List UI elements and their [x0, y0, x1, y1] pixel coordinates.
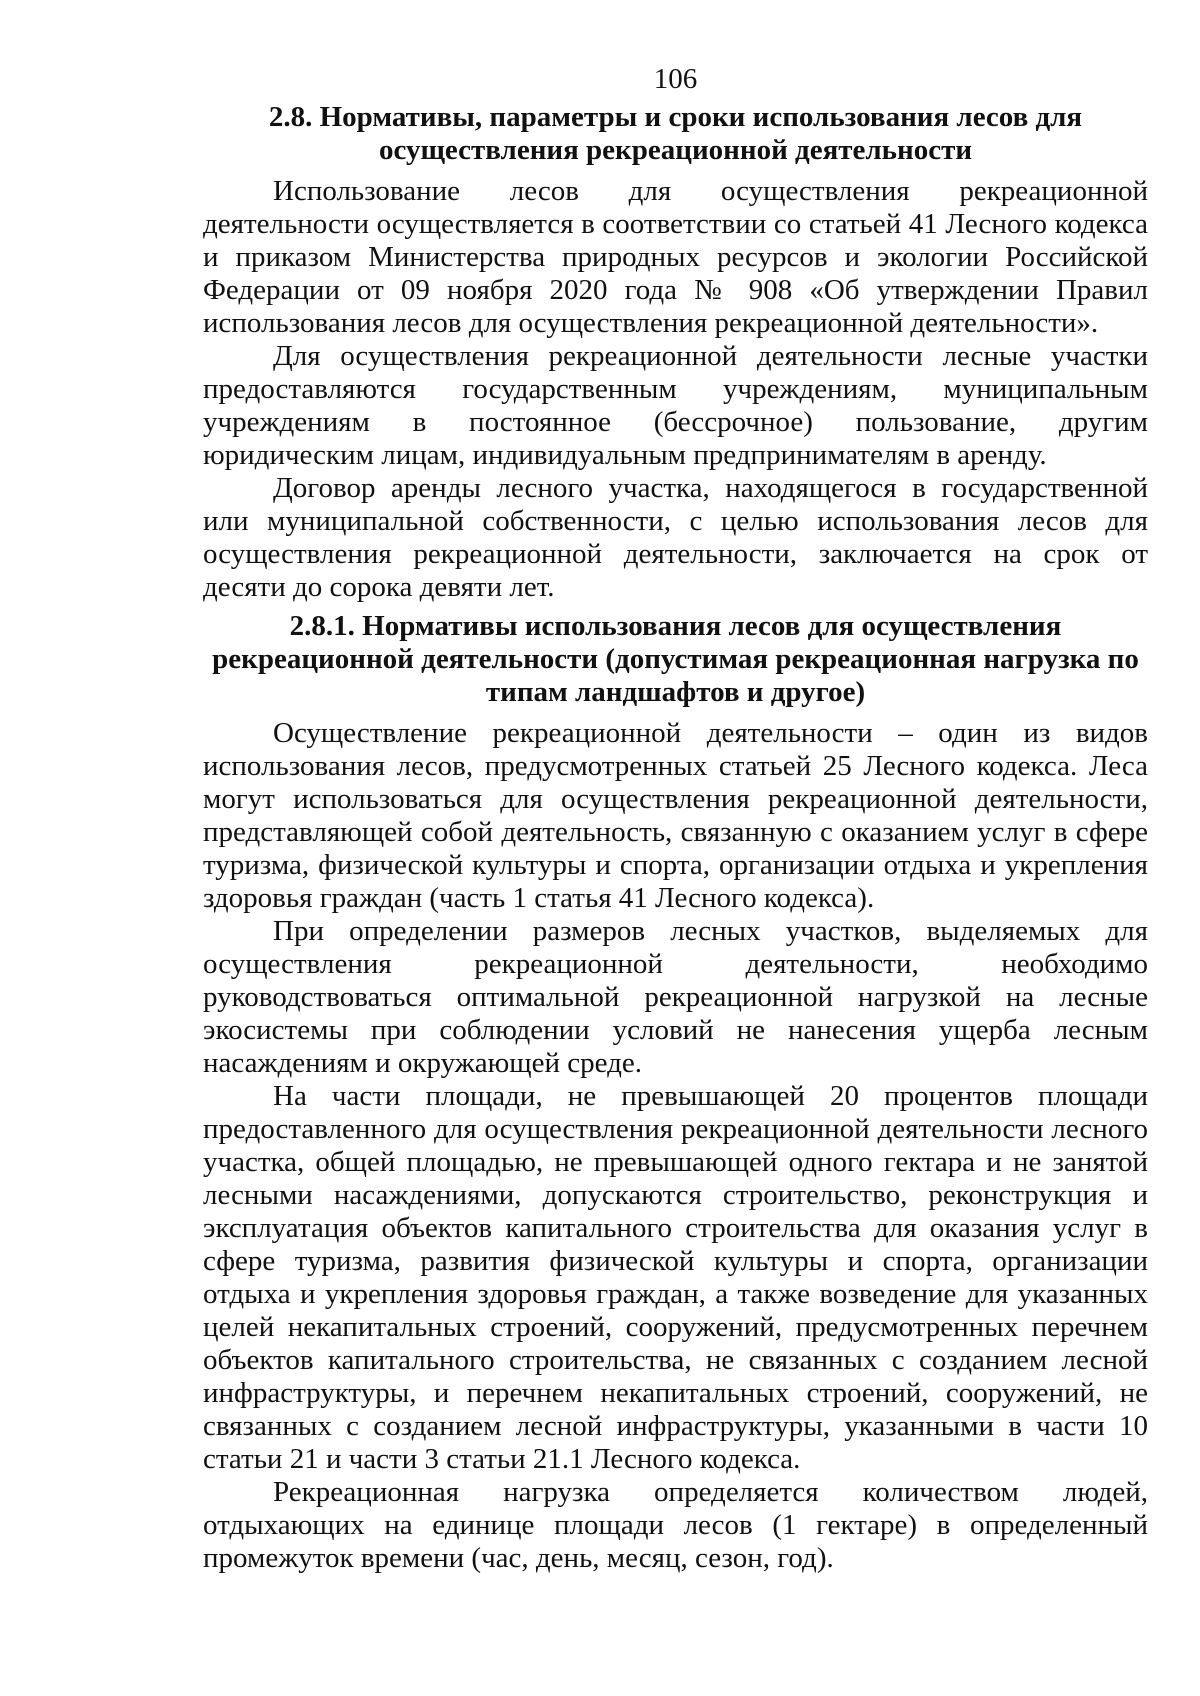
paragraph: На части площади, не превышающей 20 процентов площади предоставленного для осуществления рекреационной деятельности лесного участка, общей площадью, не превышающей одного гектара и не занятой лесными насаждениями, допускаются строительство, реконструкция и эксплуатация объектов капитального строительства для оказания услуг в сфере туризма, развития физической культуры и спорта, организации отдыха и укрепления здоровья граждан, а также возведение для указанных целей некапитальных строений, сооружений, предусмотренных перечнем объектов капитального строительства, не связанных с созданием лесной инфраструктуры, и перечнем некапитальных строений, сооружений, не связанных с созданием лесной инфраструктуры, указанными в части 10 статьи 21 и части 3 статьи 21.1 Лесного кодекса. [203, 1080, 1148, 1475]
section-2-8 [203, 101, 1148, 604]
section-heading-2-8: 2.8. Нормативы, параметры и сроки использования лесов для осуществления рекреационной деятельности [268, 101, 1083, 166]
paragraph: Договор аренды лесного участка, находящегося в государственной или муниципальной собственности, с целью использования лесов для осуществления рекреационной деятельности, заключается на срок от десяти до сорока девяти лет. [203, 472, 1148, 603]
document-page [203, 62, 1148, 1575]
section-heading-2-8-1: 2.8.1. Нормативы использования лесов для осуществления рекреационной деятельности (допустимая рекреационная нагрузка по типам ландшафтов и другое) [212, 610, 1139, 708]
paragraph: Рекреационная нагрузка определяется количеством людей, отдыхающих на единице площади лесов (1 гектаре) в определенный промежуток времени (час, день, месяц, сезон, год). [203, 1476, 1148, 1574]
paragraph: Использование лесов для осуществления рекреационной деятельности осуществляется в соответствии со статьей 41 Лесного кодекса и приказом Министерства природных ресурсов и экологии Российской Федерации от 09 ноября 2020 года № 908 «Об утверждении Правил использования лесов для осуществления рекреационной деятельности». [203, 175, 1148, 339]
section-2-8-1 [203, 610, 1148, 1575]
paragraph: При определении размеров лесных участков, выделяемых для осуществления рекреационной деятельности, необходимо руководствоваться оптимальной рекреационной нагрузкой на лесные экосистемы при соблюдении условий не нанесения ущерба лесным насаждениям и окружающей среде. [203, 915, 1148, 1079]
paragraph: Осуществление рекреационной деятельности – один из видов использования лесов, предусмотренных статьей 25 Лесного кодекса. Леса могут использоваться для осуществления рекреационной деятельности, представляющей собой деятельность, связанную с оказанием услуг в сфере туризма, физической культуры и спорта, организации отдыха и укрепления здоровья граждан (часть 1 статья 41 Лесного кодекса). [203, 717, 1148, 914]
page-number: 106 [653, 63, 698, 95]
paragraph: Для осуществления рекреационной деятельности лесные участки предоставляются государственным учреждениям, муниципальным учреждениям в постоянное (бессрочное) пользование, другим юридическим лицам, индивидуальным предпринимателям в аренду. [203, 340, 1148, 471]
